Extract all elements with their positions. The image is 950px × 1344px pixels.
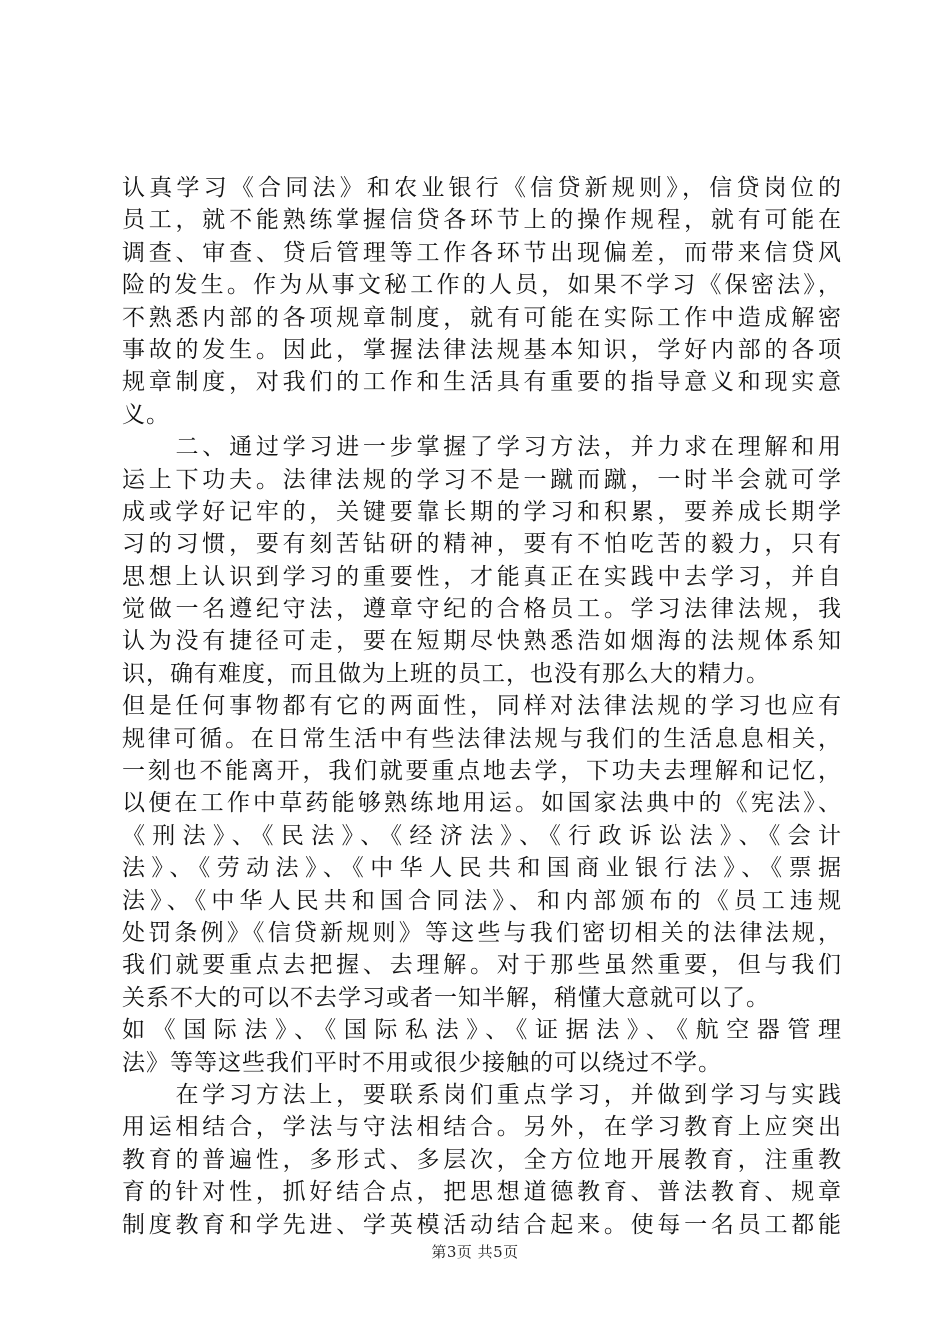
text-line: 用运相结合，学法与守法相结合。另外，在学习教育上应突出 (122, 1114, 842, 1141)
text-line: 思想上认识到学习的重要性，才能真正在实践中去学习，并自 (122, 563, 842, 590)
body-text (122, 172, 842, 1241)
text-line: 成或学好记牢的，关键要靠长期的学习和积累，要养成长期学 (122, 498, 842, 525)
text-line: 认真学习《合同法》和农业银行《信贷新规则》，信贷岗位的 (122, 175, 842, 201)
text-line: 规章制度，对我们的工作和生活具有重要的指导意义和现实意 (122, 369, 842, 396)
text-line: 不熟悉内部的各项规章制度，就有可能在实际工作中造成解密 (122, 304, 842, 331)
text-line: 觉做一名遵纪守法，遵章守纪的合格员工。学习法律法规，我 (122, 596, 842, 623)
text-line: 法》、《中华人民共和国合同法》、和内部颁布的《员工违规 (122, 887, 842, 914)
text-line: 规律可循。在日常生活中有些法律法规与我们的生活息息相关， (122, 725, 842, 752)
text-line: 认为没有捷径可走，要在短期尽快熟悉浩如烟海的法规体系知 (122, 628, 842, 655)
text-line: 调查、审查、贷后管理等工作各环节出现偏差，而带来信贷风 (122, 239, 842, 266)
text-line: 法》等等这些我们平时不用或很少接触的可以绕过不学。 (122, 1049, 722, 1076)
page-number-footer: 第3页 共5页 (431, 1243, 519, 1261)
text-line: 事故的发生。因此，掌握法律法规基本知识，学好内部的各项 (122, 336, 842, 363)
text-line: 习的习惯，要有刻苦钻研的精神，要有不怕吃苦的毅力，只有 (122, 531, 842, 558)
text-line: 运上下功夫。法律法规的学习不是一蹴而蹴，一时半会就可学 (122, 466, 842, 493)
text-line: 关系不大的可以不去学习或者一知半解，稍懂大意就可以了。 (122, 984, 770, 1011)
text-line: 如《国际法》、《国际私法》、《证据法》、《航空器管理 (122, 1017, 842, 1044)
text-line: 教育的普遍性，多形式、多层次，全方位地开展教育，注重教 (122, 1146, 842, 1173)
text-line: 但是任何事物都有它的两面性，同样对法律法规的学习也应有 (122, 693, 842, 720)
text-line: 险的发生。作为从事文秘工作的人员，如果不学习《保密法》， (122, 272, 842, 299)
text-line: 制度教育和学先进、学英模活动结合起来。使每一名员工都能 (122, 1211, 842, 1238)
text-line: 二、通过学习进一步掌握了学习方法，并力求在理解和用 (122, 434, 842, 461)
text-line: 以便在工作中草药能够熟练地用运。如国家法典中的《宪法》、 (122, 790, 842, 817)
text-line: 《刑法》、《民法》、《经济法》、《行政诉讼法》、《会计 (122, 822, 842, 849)
text-line: 员工，就不能熟练掌握信贷各环节上的操作规程，就有可能在 (122, 207, 842, 234)
text-line: 义。 (122, 401, 170, 428)
text-line: 法》、《劳动法》、《中华人民共和国商业银行法》、《票据 (122, 855, 842, 882)
text-line: 一刻也不能离开，我们就要重点地去学，下功夫去理解和记忆， (122, 758, 842, 785)
text-line: 我们就要重点去把握、去理解。对于那些虽然重要，但与我们 (122, 952, 842, 979)
text-line: 在学习方法上，要联系岗们重点学习，并做到学习与实践 (122, 1081, 842, 1108)
text-line: 育的针对性，抓好结合点，把思想道德教育、普法教育、规章 (122, 1179, 842, 1206)
text-line: 处罚条例》《信贷新规则》等这些与我们密切相关的法律法规， (122, 919, 842, 946)
text-line: 识，确有难度，而且做为上班的员工，也没有那么大的精力。 (122, 660, 770, 687)
